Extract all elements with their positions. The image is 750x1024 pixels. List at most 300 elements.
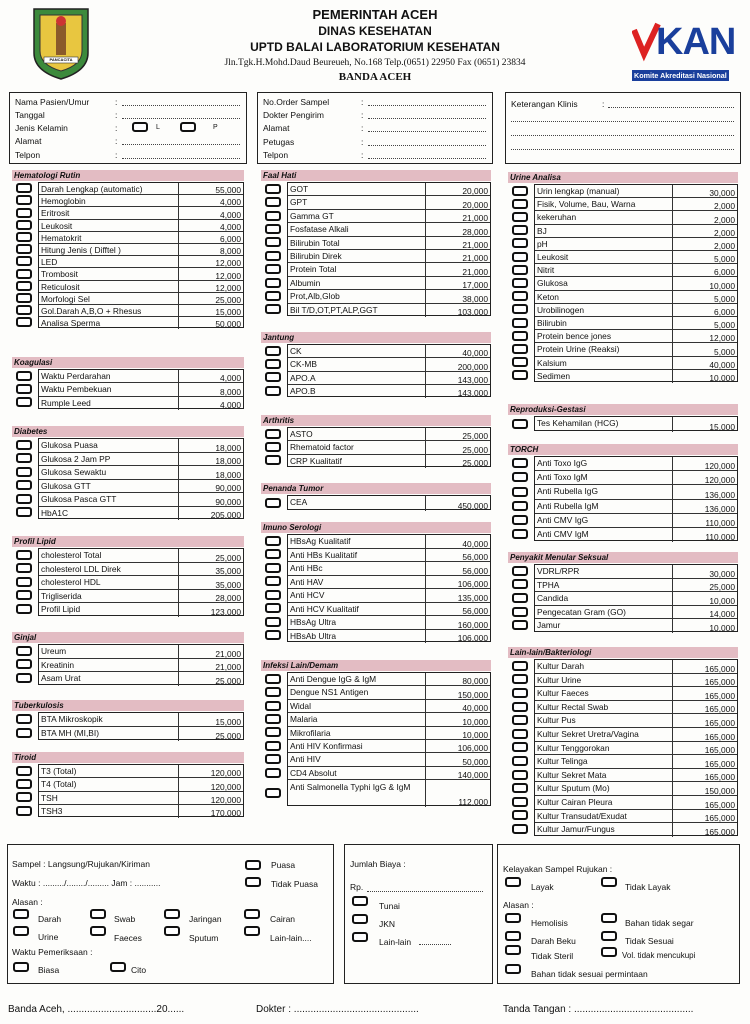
checkbox-kultur-telinga[interactable] <box>512 756 528 766</box>
test-price: 165,000 <box>704 772 735 783</box>
test-row[interactable] <box>288 372 490 385</box>
bahan-tidak-sesuai-checkbox[interactable] <box>505 964 521 974</box>
checkbox-urobilinogen[interactable] <box>512 304 528 314</box>
test-row[interactable] <box>288 183 490 196</box>
checkbox-cea[interactable] <box>265 498 281 508</box>
checkbox-hemoglobin[interactable] <box>16 195 32 205</box>
section-title: Tuberkulosis <box>12 700 244 711</box>
checkbox-morfologi-sel[interactable] <box>16 293 32 303</box>
test-row[interactable] <box>535 796 737 810</box>
test-row[interactable] <box>39 256 243 268</box>
checkbox-bil-t-d-ot-pt-alp-ggt[interactable] <box>265 304 281 314</box>
checkbox-anti-hcv-kualitatif[interactable] <box>265 603 281 613</box>
urine-checkbox[interactable] <box>13 926 29 936</box>
checkbox-kultur-sekret-uretra-vagina[interactable] <box>512 729 528 739</box>
column-divider <box>425 237 426 249</box>
test-row[interactable] <box>535 343 737 356</box>
test-row[interactable] <box>535 728 737 742</box>
test-row[interactable] <box>288 223 490 236</box>
test-row[interactable] <box>39 645 243 659</box>
patient-name-field[interactable] <box>122 97 240 106</box>
test-price: 90,000 <box>215 496 241 507</box>
checkbox-glukosa-2-jam-pp[interactable] <box>16 453 32 463</box>
test-row[interactable] <box>288 277 490 290</box>
checkbox-protein-urine-reaksi[interactable] <box>512 344 528 354</box>
biasa-checkbox[interactable] <box>13 962 29 972</box>
checkbox-rhematoid-factor[interactable] <box>265 442 281 452</box>
checkbox-rumple-leed[interactable] <box>16 397 32 407</box>
test-row[interactable] <box>535 238 737 251</box>
test-row[interactable] <box>288 358 490 371</box>
checkbox-kultur-pus[interactable] <box>512 715 528 725</box>
test-row[interactable] <box>288 196 490 209</box>
test-row[interactable] <box>535 674 737 688</box>
test-row[interactable] <box>535 417 737 432</box>
checkbox-leukosit[interactable] <box>16 220 32 230</box>
test-row[interactable] <box>288 576 490 590</box>
checkbox-led[interactable] <box>16 256 32 266</box>
test-row[interactable] <box>535 471 737 485</box>
bahan-tidak-segar-checkbox[interactable] <box>601 913 617 923</box>
test-row[interactable] <box>288 250 490 263</box>
test-row[interactable] <box>39 480 243 494</box>
hemolisis-checkbox[interactable] <box>505 913 521 923</box>
checkbox-hbsag-kualitatif[interactable] <box>265 536 281 546</box>
test-row[interactable] <box>39 195 243 207</box>
test-name: Albumin <box>290 277 321 288</box>
test-row[interactable] <box>39 439 243 453</box>
clinical-field-4[interactable] <box>511 141 734 150</box>
tunai-checkbox[interactable] <box>352 896 368 906</box>
checkbox-analisa-sperma[interactable] <box>16 317 32 327</box>
test-row[interactable] <box>288 616 490 630</box>
checkbox-got[interactable] <box>265 184 281 194</box>
checkbox-widal[interactable] <box>265 701 281 711</box>
test-row[interactable] <box>288 740 490 753</box>
place-date-signature: Banda Aceh, ................................20...... <box>8 1004 185 1015</box>
test-row[interactable] <box>39 183 243 195</box>
order-address-field[interactable] <box>368 123 486 132</box>
test-row[interactable] <box>39 383 243 396</box>
test-name: Anti HCV Kualitatif <box>290 603 359 614</box>
cito-checkbox[interactable] <box>110 962 126 972</box>
test-row[interactable] <box>39 453 243 467</box>
vol-tidak-mencukupi-checkbox[interactable] <box>601 947 617 957</box>
test-row[interactable] <box>535 619 737 633</box>
checkbox-kultur-urine[interactable] <box>512 674 528 684</box>
checkbox-protein-total[interactable] <box>265 264 281 274</box>
checkbox-bilirubin-total[interactable] <box>265 237 281 247</box>
test-row[interactable] <box>535 579 737 593</box>
checkbox-candida[interactable] <box>512 593 528 603</box>
checkbox-tsh[interactable] <box>16 792 32 802</box>
test-row[interactable] <box>288 385 490 398</box>
clinical-field-3[interactable] <box>511 127 734 136</box>
test-price: 25,000 <box>215 294 241 305</box>
test-row[interactable] <box>535 810 737 824</box>
test-row[interactable] <box>535 782 737 796</box>
checkbox-cd4-absolut[interactable] <box>265 768 281 778</box>
test-row[interactable] <box>39 549 243 563</box>
test-row[interactable] <box>535 606 737 620</box>
test-name: BJ <box>537 225 547 236</box>
test-row[interactable] <box>535 251 737 264</box>
test-name: Hitung Jenis ( Difftel ) <box>41 245 121 255</box>
test-row[interactable] <box>39 576 243 590</box>
test-row[interactable] <box>535 755 737 769</box>
checkbox-eritrosit[interactable] <box>16 208 32 218</box>
test-row[interactable] <box>39 244 243 256</box>
checkbox-waktu-perdarahan[interactable] <box>16 371 32 381</box>
test-row[interactable] <box>39 220 243 232</box>
test-row[interactable] <box>535 291 737 304</box>
test-row[interactable] <box>39 727 243 741</box>
test-row[interactable] <box>288 345 490 358</box>
checkbox-apo-b[interactable] <box>265 386 281 396</box>
test-row[interactable] <box>288 290 490 303</box>
checkbox-anti-rubella-igm[interactable] <box>512 501 528 511</box>
test-name: Urin lengkap (manual) <box>537 186 620 196</box>
checkbox-hbsag-ultra[interactable] <box>265 617 281 627</box>
checkbox-profil-lipid[interactable] <box>16 604 32 614</box>
test-row[interactable] <box>39 207 243 219</box>
checkbox-crp-kualitatif[interactable] <box>265 455 281 465</box>
test-price: 10,000 <box>709 280 735 291</box>
test-price: 17,000 <box>462 280 488 291</box>
test-row[interactable] <box>535 500 737 514</box>
patient-date-field[interactable] <box>122 110 240 119</box>
checkbox-t3-total[interactable] <box>16 766 32 776</box>
test-row[interactable] <box>288 455 490 468</box>
faeces-checkbox[interactable] <box>90 926 106 936</box>
test-row[interactable] <box>288 535 490 549</box>
checkbox-nitrit[interactable] <box>512 265 528 275</box>
clinical-field-2[interactable] <box>511 113 734 122</box>
test-row[interactable] <box>39 466 243 480</box>
test-name: cholesterol LDL Direk <box>41 563 121 574</box>
test-row[interactable] <box>39 493 243 507</box>
jaringan-checkbox[interactable] <box>164 909 180 919</box>
column-divider <box>178 778 179 790</box>
test-row[interactable] <box>288 713 490 726</box>
tidak-sesuai-checkbox[interactable] <box>601 931 617 941</box>
checkbox-apo-a[interactable] <box>265 372 281 382</box>
checkbox-anti-dengue-igg-igm[interactable] <box>265 674 281 684</box>
test-row[interactable] <box>39 317 243 329</box>
checkbox-kreatinin[interactable] <box>16 659 32 669</box>
test-row[interactable] <box>535 198 737 211</box>
test-row[interactable] <box>39 507 243 521</box>
checkbox-prot-alb-glob[interactable] <box>265 291 281 301</box>
gender-p-checkbox[interactable] <box>180 122 196 132</box>
sputum-checkbox[interactable] <box>164 926 180 936</box>
lain-lain-checkbox[interactable] <box>244 926 260 936</box>
test-row[interactable] <box>535 514 737 528</box>
test-row[interactable] <box>39 281 243 293</box>
puasa-checkbox[interactable] <box>245 860 261 870</box>
test-price: 165,000 <box>704 799 735 810</box>
test-row[interactable] <box>39 603 243 617</box>
checkbox-gpt[interactable] <box>265 197 281 207</box>
test-row[interactable] <box>535 277 737 290</box>
test-row[interactable] <box>535 714 737 728</box>
checkbox-glukosa[interactable] <box>512 278 528 288</box>
test-row[interactable] <box>535 264 737 277</box>
test-row[interactable] <box>288 753 490 766</box>
checkbox-kekeruhan[interactable] <box>512 212 528 222</box>
order-officer-field[interactable] <box>368 137 486 146</box>
test-row[interactable] <box>288 780 490 807</box>
column-divider <box>425 780 426 807</box>
swab-checkbox[interactable] <box>90 909 106 919</box>
test-row[interactable] <box>288 673 490 686</box>
test-name: Rhematoid factor <box>290 442 354 453</box>
checkbox-trombosit[interactable] <box>16 269 32 279</box>
checkbox-urin-lengkap-manual[interactable] <box>512 186 528 196</box>
test-row[interactable] <box>535 357 737 370</box>
test-row[interactable] <box>288 589 490 603</box>
checkbox-dengue-ns1-antigen[interactable] <box>265 687 281 697</box>
test-price: 106,000 <box>457 633 488 643</box>
checkbox-bta-mikroskopik[interactable] <box>16 714 32 724</box>
section-title: Urine Analisa <box>508 172 738 183</box>
checkbox-kultur-tenggorokan[interactable] <box>512 742 528 752</box>
checkbox-cholesterol-hdl[interactable] <box>16 577 32 587</box>
order-phone-field[interactable] <box>368 150 486 159</box>
test-row[interactable] <box>288 767 490 780</box>
test-row[interactable] <box>535 687 737 701</box>
checkbox-ph[interactable] <box>512 238 528 248</box>
test-row[interactable] <box>288 686 490 699</box>
test-row[interactable] <box>535 185 737 198</box>
checkbox-cholesterol-ldl-direk[interactable] <box>16 563 32 573</box>
checkbox-anti-cmv-igm[interactable] <box>512 529 528 539</box>
checkbox-kultur-transudat-exudat[interactable] <box>512 810 528 820</box>
test-row[interactable] <box>288 562 490 576</box>
test-name: Anti HCV <box>290 590 325 600</box>
checkbox-anti-hbc[interactable] <box>265 563 281 573</box>
checkbox-ck-mb[interactable] <box>265 359 281 369</box>
layak-checkbox[interactable] <box>505 877 521 887</box>
test-row[interactable] <box>39 370 243 383</box>
tidak-puasa-checkbox[interactable] <box>245 877 261 887</box>
test-row[interactable] <box>39 590 243 604</box>
test-name: Glukosa GTT <box>41 480 91 491</box>
checkbox-bilirubin-direk[interactable] <box>265 251 281 261</box>
checkbox-anti-cmv-igg[interactable] <box>512 515 528 525</box>
column-divider <box>425 740 426 752</box>
gender-l-checkbox[interactable] <box>132 122 148 132</box>
checkbox-fisik-volume-bau-warna[interactable] <box>512 199 528 209</box>
test-row[interactable] <box>535 317 737 330</box>
lain-lain-payment-checkbox[interactable] <box>352 932 368 942</box>
test-row[interactable] <box>535 211 737 224</box>
test-row[interactable] <box>288 496 490 511</box>
checkbox-kultur-sekret-mata[interactable] <box>512 770 528 780</box>
test-row[interactable] <box>39 268 243 280</box>
test-row[interactable] <box>39 713 243 727</box>
checkbox-glukosa-gtt[interactable] <box>16 480 32 490</box>
test-row[interactable] <box>535 370 737 383</box>
test-row[interactable] <box>39 765 243 778</box>
checkbox-bta-mh-mi-bi[interactable] <box>16 728 32 738</box>
checkbox-anti-hiv-konfirmasi[interactable] <box>265 741 281 751</box>
test-row[interactable] <box>288 304 490 317</box>
checkbox-glukosa-puasa[interactable] <box>16 440 32 450</box>
test-name: Anti HAV <box>290 576 324 587</box>
checkbox-anti-hiv[interactable] <box>265 754 281 764</box>
test-row[interactable] <box>288 237 490 250</box>
test-row[interactable] <box>535 528 737 542</box>
checkbox-tsh3[interactable] <box>16 806 32 816</box>
section-table <box>287 534 491 642</box>
checkbox-sedimen[interactable] <box>512 370 528 380</box>
test-row[interactable] <box>535 225 737 238</box>
test-row[interactable] <box>39 293 243 305</box>
checkbox-darah-lengkap-automatic[interactable] <box>16 183 32 193</box>
checkbox-anti-rubella-igg[interactable] <box>512 487 528 497</box>
checkbox-reticulosit[interactable] <box>16 281 32 291</box>
test-row[interactable] <box>288 603 490 617</box>
checkbox-glukosa-sewaktu[interactable] <box>16 467 32 477</box>
checkbox-gamma-gt[interactable] <box>265 211 281 221</box>
cairan-checkbox[interactable] <box>244 909 260 919</box>
checkbox-kultur-faeces[interactable] <box>512 688 528 698</box>
column-divider <box>178 244 179 255</box>
column-divider <box>178 397 179 410</box>
checkbox-leukosit[interactable] <box>512 252 528 262</box>
checkbox-anti-hbs-kualitatif[interactable] <box>265 549 281 559</box>
checkbox-malaria[interactable] <box>265 714 281 724</box>
checkbox-albumin[interactable] <box>265 278 281 288</box>
test-row[interactable] <box>535 769 737 783</box>
checkbox-asam-urat[interactable] <box>16 673 32 683</box>
test-row[interactable] <box>39 232 243 244</box>
checkbox-kultur-jamur-fungus[interactable] <box>512 824 528 834</box>
test-row[interactable] <box>288 428 490 441</box>
column-divider <box>672 742 673 755</box>
checkbox-bj[interactable] <box>512 225 528 235</box>
checkbox-mikrofilaria[interactable] <box>265 727 281 737</box>
checkbox-anti-hav[interactable] <box>265 576 281 586</box>
checkbox-anti-toxo-igg[interactable] <box>512 458 528 468</box>
clinical-label: Keterangan Klinis <box>511 99 578 109</box>
checkbox-gol-darah-a-b-o-rhesus[interactable] <box>16 305 32 315</box>
test-row[interactable] <box>535 592 737 606</box>
clinical-field-1[interactable] <box>608 99 734 108</box>
checkbox-fosfatase-alkali[interactable] <box>265 224 281 234</box>
checkbox-t4-total[interactable] <box>16 779 32 789</box>
darah-beku-checkbox[interactable] <box>505 931 521 941</box>
checkbox-anti-hcv[interactable] <box>265 590 281 600</box>
checkbox-pengecatan-gram-go[interactable] <box>512 607 528 617</box>
test-row[interactable] <box>535 823 737 837</box>
checkbox-anti-salmonella-typhi-igg-igm[interactable] <box>265 788 281 798</box>
order-doctor-field[interactable] <box>368 110 486 119</box>
test-price: 165,000 <box>704 690 735 701</box>
patient-address-field[interactable] <box>122 136 240 145</box>
test-row[interactable] <box>39 563 243 577</box>
test-row[interactable] <box>39 305 243 317</box>
test-row[interactable] <box>39 778 243 791</box>
test-row[interactable] <box>39 792 243 805</box>
test-row[interactable] <box>288 727 490 740</box>
lain-lain-payment-field[interactable] <box>419 936 451 945</box>
test-row[interactable] <box>535 457 737 471</box>
test-row[interactable] <box>39 659 243 673</box>
darah-checkbox[interactable] <box>13 909 29 919</box>
biasa-label: Biasa <box>38 965 60 975</box>
checkbox-trigliserida[interactable] <box>16 590 32 600</box>
test-row[interactable] <box>535 565 737 579</box>
test-row[interactable] <box>288 700 490 713</box>
column-divider <box>178 507 179 521</box>
column-divider <box>672 579 673 592</box>
order-number-field[interactable] <box>368 97 486 106</box>
test-row[interactable] <box>39 397 243 410</box>
checkbox-hba1c[interactable] <box>16 507 32 517</box>
checkbox-jamur[interactable] <box>512 620 528 630</box>
checkbox-kultur-darah[interactable] <box>512 661 528 671</box>
checkbox-ck[interactable] <box>265 346 281 356</box>
test-row[interactable] <box>288 549 490 563</box>
column-divider <box>178 293 179 304</box>
checkbox-bilirubin[interactable] <box>512 318 528 328</box>
tidak-layak-checkbox[interactable] <box>601 877 617 887</box>
checkbox-keton[interactable] <box>512 291 528 301</box>
tidak-steril-checkbox[interactable] <box>505 945 521 955</box>
test-row[interactable] <box>288 441 490 454</box>
checkbox-vdrl-rpr[interactable] <box>512 566 528 576</box>
checkbox-anti-toxo-igm[interactable] <box>512 472 528 482</box>
patient-phone-field[interactable] <box>122 150 240 159</box>
checkbox-ureum[interactable] <box>16 646 32 656</box>
checkbox-hematokrit[interactable] <box>16 232 32 242</box>
checkbox-protein-bence-jones[interactable] <box>512 331 528 341</box>
jkn-checkbox[interactable] <box>352 914 368 924</box>
test-row[interactable] <box>535 660 737 674</box>
test-row[interactable] <box>39 672 243 686</box>
checkbox-tes-kehamilan-hcg[interactable] <box>512 419 528 429</box>
checkbox-kultur-sputum-mo[interactable] <box>512 783 528 793</box>
checkbox-kalsium[interactable] <box>512 357 528 367</box>
checkbox-waktu-pembekuan[interactable] <box>16 384 32 394</box>
column-divider <box>178 466 179 479</box>
test-row[interactable] <box>288 630 490 644</box>
checkbox-cholesterol-total[interactable] <box>16 550 32 560</box>
checkbox-tpha[interactable] <box>512 579 528 589</box>
test-row[interactable] <box>535 304 737 317</box>
checkbox-hbsab-ultra[interactable] <box>265 630 281 640</box>
test-row[interactable] <box>535 742 737 756</box>
test-row[interactable] <box>288 263 490 276</box>
test-row[interactable] <box>288 210 490 223</box>
checkbox-hitung-jenis-difftel[interactable] <box>16 244 32 254</box>
checkbox-asto[interactable] <box>265 429 281 439</box>
checkbox-kultur-cairan-pleura[interactable] <box>512 797 528 807</box>
checkbox-kultur-rectal-swab[interactable] <box>512 702 528 712</box>
column-divider <box>672 728 673 741</box>
test-row[interactable] <box>39 805 243 818</box>
order-phone-label: Telpon <box>263 150 289 160</box>
checkbox-glukosa-pasca-gtt[interactable] <box>16 494 32 504</box>
amount-field[interactable] <box>367 883 483 892</box>
test-row[interactable] <box>535 330 737 343</box>
test-row[interactable] <box>535 485 737 499</box>
patient-name-label: Nama Pasien/Umur <box>15 97 90 107</box>
test-row[interactable] <box>535 701 737 715</box>
order-officer-label: Petugas <box>263 137 295 147</box>
